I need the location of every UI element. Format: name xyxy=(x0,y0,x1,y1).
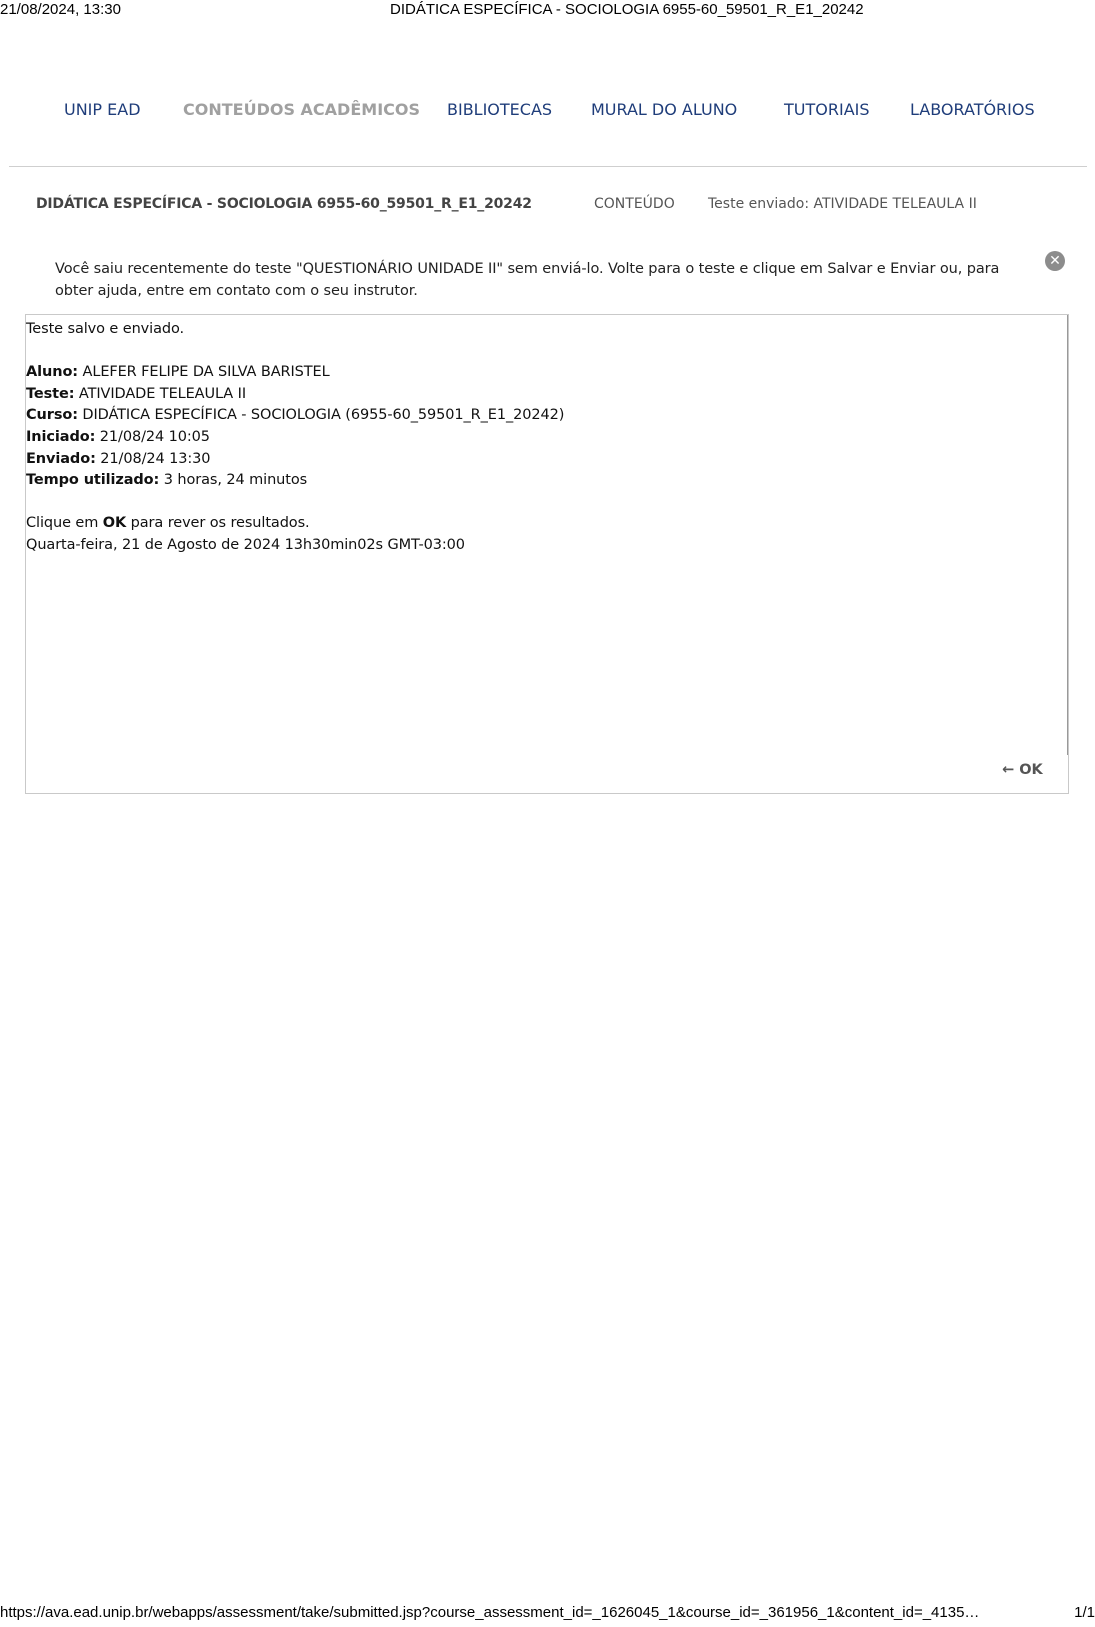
started-value: 21/08/24 10:05 xyxy=(99,428,210,445)
breadcrumb-current-page: Teste enviado: ATIVIDADE TELEAULA II xyxy=(708,196,977,212)
student-value: ALEFER FELIPE DA SILVA BARISTEL xyxy=(82,364,330,381)
sent-value: 21/08/24 13:30 xyxy=(100,450,211,467)
course-row xyxy=(26,405,1046,427)
course-value: DIDÁTICA ESPECÍFICA - SOCIOLOGIA (6955-60_59501_R_E1_20242) xyxy=(82,407,565,424)
nav-item-unip-ead[interactable]: UNIP EAD xyxy=(64,100,141,119)
breadcrumb xyxy=(0,196,1095,220)
test-value: ATIVIDADE TELEAULA II xyxy=(78,385,246,402)
alert-message: Você saiu recentemente do teste "QUESTIONÁRIO UNIDADE II" sem enviá-lo. Volte para o teste e clique em Salvar e Enviar ou, para obter ajuda, entre em contato com o seu instrutor. xyxy=(55,261,1000,299)
print-title: DIDÁTICA ESPECÍFICA - SOCIOLOGIA 6955-60_59501_R_E1_20242 xyxy=(390,1,864,18)
test-label: Teste: xyxy=(26,385,75,402)
started-label: Iniciado: xyxy=(26,428,96,445)
student-label: Aluno: xyxy=(26,364,78,381)
nav-item-laboratorios[interactable]: LABORATÓRIOS xyxy=(910,100,1035,119)
breadcrumb-course[interactable]: DIDÁTICA ESPECÍFICA - SOCIOLOGIA 6955-60_59501_R_E1_20242 xyxy=(36,196,532,212)
instruction-suffix: para rever os resultados. xyxy=(130,515,310,532)
close-circle-icon[interactable]: ✕ xyxy=(1045,251,1065,271)
submission-details xyxy=(26,319,1046,557)
submission-timestamp: Quarta-feira, 21 de Agosto de 2024 13h30min02s GMT-03:00 xyxy=(26,536,465,553)
ok-button[interactable] xyxy=(1002,762,1043,778)
time-used-row xyxy=(26,470,1046,492)
submission-status: Teste salvo e enviado. xyxy=(26,321,184,337)
instruction-prefix: Clique em xyxy=(26,515,99,532)
breadcrumb-content[interactable]: CONTEÚDO xyxy=(594,196,675,212)
ok-button-label: OK xyxy=(1019,762,1043,778)
sent-label: Enviado: xyxy=(26,450,96,467)
sent-row xyxy=(26,449,1046,471)
print-header xyxy=(0,0,1095,22)
nav-item-bibliotecas[interactable]: BIBLIOTECAS xyxy=(447,100,553,119)
nav-item-mural-do-aluno[interactable]: MURAL DO ALUNO xyxy=(591,100,738,119)
arrow-left-icon: ← xyxy=(1002,762,1015,778)
print-url: https://ava.ead.unip.br/webapps/assessment/take/submitted.jsp?course_assessment_id=_1626045_1&course_id=_361956_1&content_id=_4135… xyxy=(0,1604,980,1621)
print-footer xyxy=(0,1604,1095,1624)
scrollbar[interactable] xyxy=(1067,315,1068,755)
print-page-number: 1/1 xyxy=(1074,1604,1095,1621)
print-date: 21/08/2024, 13:30 xyxy=(0,1,121,18)
top-navigation xyxy=(0,100,1095,132)
instruction-row xyxy=(26,513,1046,535)
nav-item-tutoriais[interactable]: TUTORIAIS xyxy=(784,100,870,119)
instruction-ok: OK xyxy=(102,515,127,532)
time-used-label: Tempo utilizado: xyxy=(26,472,160,489)
time-used-value: 3 horas, 24 minutos xyxy=(163,472,308,489)
nav-divider xyxy=(9,166,1087,167)
course-label: Curso: xyxy=(26,407,78,424)
nav-item-conteudos-academicos[interactable]: CONTEÚDOS ACADÊMICOS xyxy=(183,100,421,119)
student-row xyxy=(26,362,1046,384)
started-row xyxy=(26,427,1046,449)
submission-panel xyxy=(25,314,1069,794)
test-row xyxy=(26,384,1046,406)
